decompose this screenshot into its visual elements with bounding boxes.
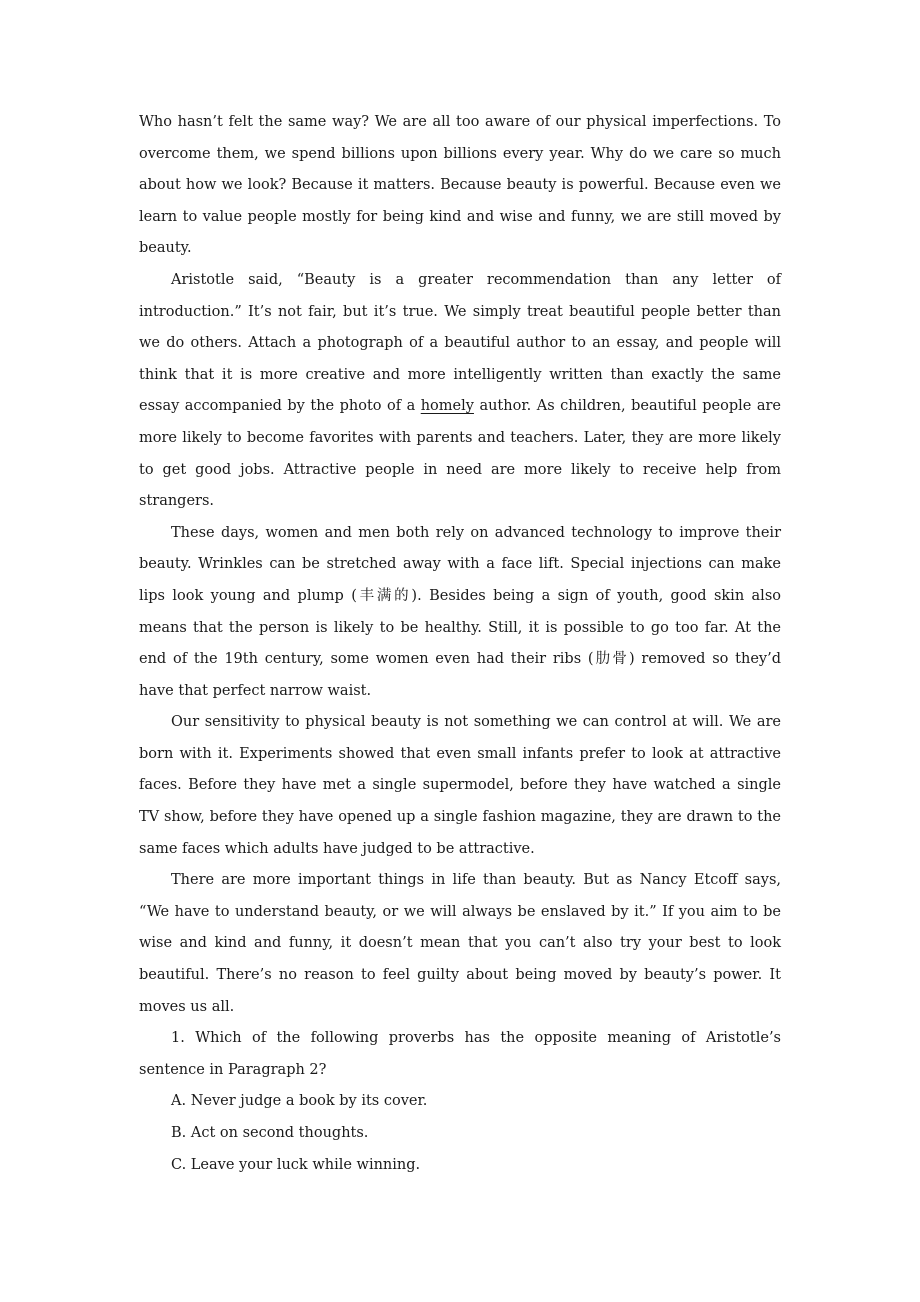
paragraph-4 [139, 707, 781, 865]
paragraph-3-text: These days, women and men both rely on advanced technology to improve their beauty. Wrinkles can be stretched away with a face lift. Special injections can make lips look young and plump (丰满的). Besides being a sign of youth, good skin also means that the person is likely to be healthy. Still, it is possible to go too far. At the end of the 19th century, some women even had their ribs (肋骨) removed so they’d have that perfect narrow waist. [139, 524, 781, 699]
paragraph-2 [139, 265, 781, 518]
document-page [139, 107, 781, 1181]
paragraph-1-text: Who hasn’t felt the same way? We are all too aware of our physical imperfections. To overcome them, we spend billions upon billions every year. Why do we care so much about how we look? Because it matters. Because beauty is powerful. Because even we learn to value people mostly for being kind and wise and funny, we are still moved by beauty. [139, 114, 781, 257]
underlined-word-homely: homely [420, 398, 474, 415]
paragraph-3 [139, 518, 781, 708]
paragraph-2-text-a: Aristotle said, “Beauty is a greater recommendation than any letter of introduction.” It’s not fair, but it’s true. We simply treat beautiful people better than we do others. Attach a photograph of a beautiful author to an essay, and people will think that it is more creative and more intelligently written than exactly the same essay accompanied by the photo of a [139, 271, 781, 415]
paragraph-5 [139, 865, 781, 1023]
option-a: A. Never judge a book by its cover. [171, 1093, 428, 1110]
option-b: B. Act on second thoughts. [171, 1125, 369, 1141]
paragraph-1 [139, 107, 781, 265]
option-c: C. Leave your luck while winning. [171, 1156, 421, 1173]
question-stem: 1. Which of the following proverbs has the opposite meaning of Aristotle’s sentence in Paragraph 2? [139, 1030, 781, 1078]
paragraph-4-text: Our sensitivity to physical beauty is not something we can control at will. We are born with it. Experiments showed that even small infants prefer to look at attractive faces. Before they have met a single supermodel, before they have watched a single TV show, before they have opened up a single fashion magazine, they are drawn to the same faces which adults have judged to be attractive. [139, 714, 781, 857]
paragraph-5-text: There are more important things in life than beauty. But as Nancy Etcoff says, “We have to understand beauty, or we will always be enslaved by it.” If you aim to be wise and kind and funny, it doesn’t mean that you can’t also try your best to look beautiful. There’s no reason to feel guilty about being moved by beauty’s power. It moves us all. [139, 872, 781, 1015]
paragraph-2-text-b: author. As children, beautiful people are more likely to become favorites with parents and teachers. Later, they are more likely to get good jobs. Attractive people in need are more likely to receive help from strangers. [139, 398, 781, 510]
